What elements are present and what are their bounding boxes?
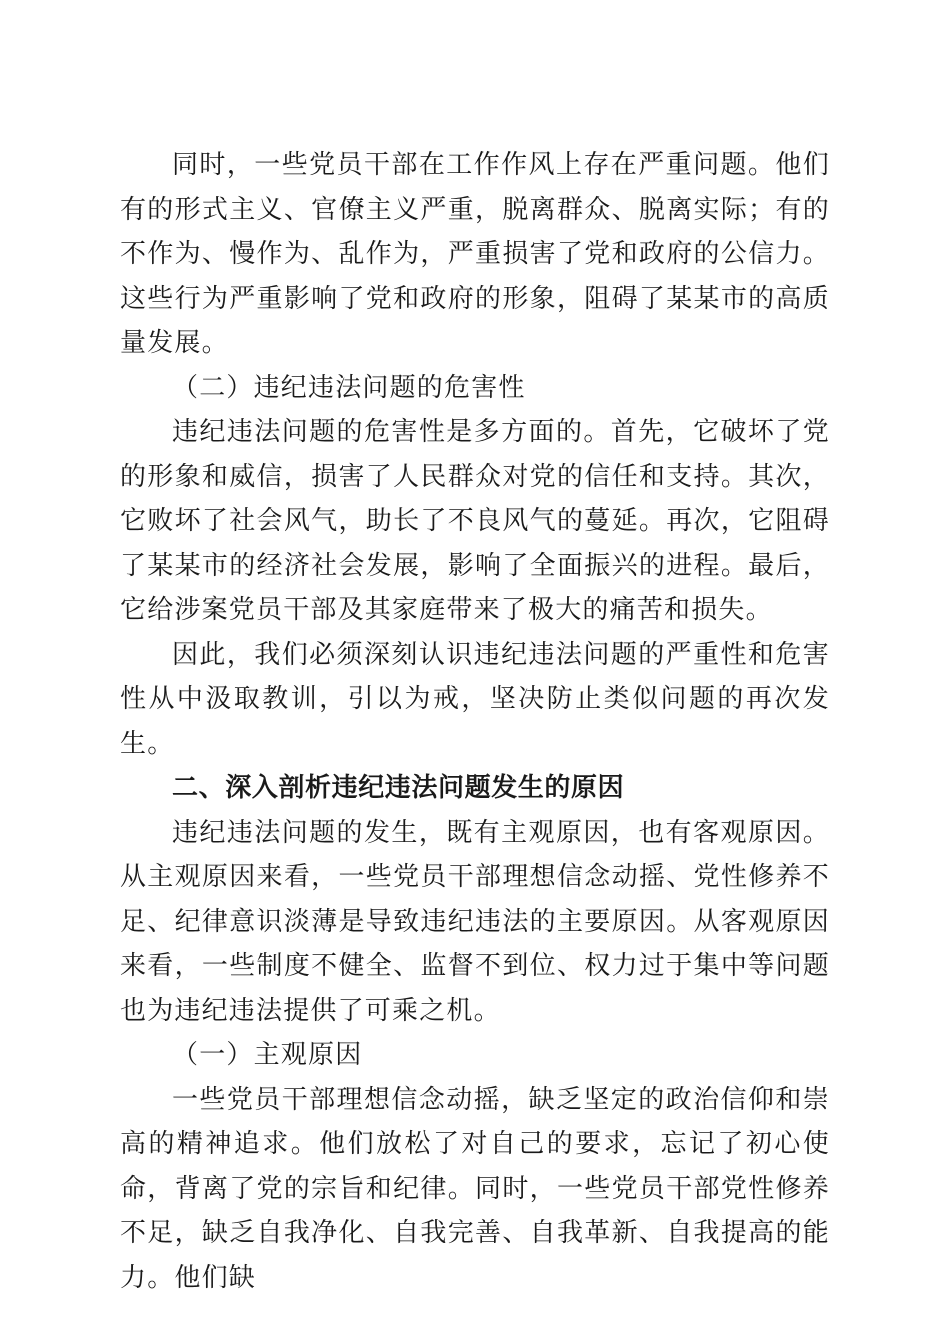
subheading-harm: （二）违纪违法问题的危害性 (172, 372, 526, 403)
paragraph-conclusion: 因此，我们必须深刻认识违纪违法问题的严重性和危害性从中汲取教训，引以为戒，坚决防止类似问题的再次发生。 (120, 639, 830, 759)
paragraph-causes: 违纪违法问题的发生，既有主观原因，也有客观原因。从主观原因来看，一些党员干部理想信念动摇、党性修养不足、纪律意识淡薄是导致违纪违法的主要原因。从客观原因来看，一些制度不健全、监督不到位、权力过于集中等问题也为违纪违法提供了可乘之机。 (120, 817, 830, 1026)
heading-section-two: 二、深入剖析违纪违法问题发生的原因 (172, 773, 625, 803)
paragraph-work-style: 同时，一些党员干部在工作作风上存在严重问题。他们有的形式主义、官僚主义严重，脱离群众、脱离实际；有的不作为、慢作为、乱作为，严重损害了党和政府的公信力。这些行为严重影响了党和政府的形象，阻碍了某某市的高质量发展。 (120, 150, 830, 358)
paragraph-harm: 违纪违法问题的危害性是多方面的。首先，它破坏了党的形象和威信，损害了人民群众对党的信任和支持。其次，它败坏了社会风气，助长了不良风气的蔓延。再次，它阻碍了某某市的经济社会发展，影响了全面振兴的进程。最后，它给涉案党员干部及其家庭带来了极大的痛苦和损失。 (120, 417, 830, 625)
paragraph-subjective: 一些党员干部理想信念动摇，缺乏坚定的政治信仰和崇高的精神追求。他们放松了对自己的要求，忘记了初心使命，背离了党的宗旨和纪律。同时，一些党员干部党性修养不足，缺乏自我净化、自我完善、自我革新、自我提高的能力。他们缺 (120, 1084, 830, 1293)
document-body (120, 143, 830, 1300)
subheading-subjective: （一）主观原因 (172, 1040, 363, 1070)
